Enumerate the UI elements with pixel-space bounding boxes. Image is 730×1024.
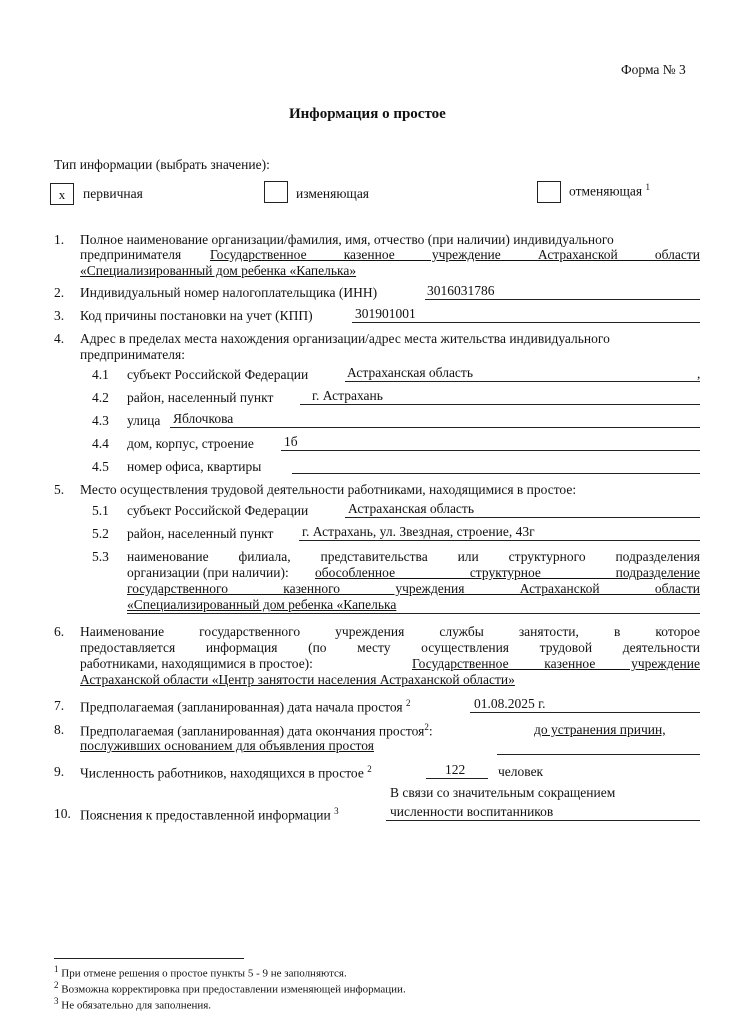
item-number: 6. bbox=[54, 624, 65, 639]
item-number: 5. bbox=[54, 482, 65, 497]
region-underline bbox=[345, 381, 700, 382]
item-number: 9. bbox=[54, 764, 65, 779]
checkbox-changing[interactable] bbox=[264, 181, 288, 203]
address-heading-cont: предпринимателя: bbox=[80, 347, 185, 362]
inn-value: 3016031786 bbox=[427, 283, 495, 298]
item-1-text: Полное наименование организации/фамилия, имя, отчество (при наличии) индивидуального bbox=[80, 232, 614, 247]
info-type-label: Тип информации (выбрать значение): bbox=[54, 157, 270, 172]
checkbox-primary[interactable]: x bbox=[50, 183, 74, 205]
work-district-value: г. Астрахань, ул. Звездная, строение, 43г bbox=[302, 524, 535, 539]
kpp-value: 301901001 bbox=[355, 306, 416, 321]
sub-number: 4.4 bbox=[92, 436, 109, 451]
office-label: номер офиса, квартиры bbox=[127, 459, 262, 474]
sub-number: 4.5 bbox=[92, 459, 109, 474]
work-region-underline bbox=[345, 517, 700, 518]
house-value: 1б bbox=[284, 434, 298, 449]
item-number: 3. bbox=[54, 308, 65, 323]
work-region-value: Астраханская область bbox=[348, 501, 474, 516]
organization-name-cont: «Специализированный дом ребенка «Капелька» bbox=[80, 263, 357, 278]
employment-service-value-cont: Астраханской области «Центр занятости населения Астраханской области» bbox=[80, 672, 515, 687]
start-date-value: 01.08.2025 г. bbox=[474, 696, 546, 711]
sub-number: 4.1 bbox=[92, 367, 109, 382]
option-cancelling-label: отменяющая $^1$ bbox=[569, 182, 650, 199]
footnote-2: $^2$ Возможна корректировка при предоставлении изменяющей информации. bbox=[54, 980, 406, 996]
end-date-underline bbox=[497, 754, 700, 755]
option-changing-label: изменяющая bbox=[296, 186, 370, 201]
branch-label: наименование филиала, представительства или структурного подразделения bbox=[127, 549, 700, 564]
branch-value: обособленное структурное подразделение bbox=[315, 565, 700, 580]
notes-label: Пояснения к предоставленной информации $^3$ bbox=[80, 806, 339, 823]
item-1-label: предпринимателя bbox=[80, 247, 182, 262]
item-number: 4. bbox=[54, 331, 65, 346]
page-title: Информация о простое bbox=[289, 106, 446, 122]
district-label: район, населенный пункт bbox=[127, 390, 274, 405]
sub-number: 4.2 bbox=[92, 390, 109, 405]
street-underline bbox=[170, 427, 700, 428]
branch-value-cont: государственного казенного учреждения Астраханской области bbox=[127, 581, 700, 596]
work-region-label: субъект Российской Федерации bbox=[127, 503, 309, 518]
end-date-value: до устранения причин, bbox=[534, 722, 666, 737]
street-label: улица bbox=[127, 413, 161, 428]
headcount-label: Численность работников, находящихся в простое $^2$ bbox=[80, 764, 372, 781]
headcount-value: 122 bbox=[445, 762, 466, 777]
sub-number: 5.3 bbox=[92, 549, 109, 564]
item-number: 8. bbox=[54, 722, 65, 737]
end-date-label: Предполагаемая (запланированная) дата окончания простоя$^2$: bbox=[80, 722, 433, 739]
notes-value: В связи со значительным сокращением bbox=[390, 785, 616, 800]
notes-value-cont: численности воспитанников bbox=[390, 804, 554, 819]
work-district-label: район, населенный пункт bbox=[127, 526, 274, 541]
employment-service-label: Наименование государственного учреждения службы занятости, в которое bbox=[80, 624, 700, 639]
region-value: Астраханская область bbox=[347, 365, 473, 380]
option-primary-label: первичная bbox=[83, 186, 143, 201]
district-underline bbox=[300, 404, 700, 405]
item-number: 7. bbox=[54, 698, 65, 713]
footnote-separator bbox=[54, 958, 244, 959]
employment-service-value: Государственное казенное учреждение bbox=[412, 656, 700, 671]
street-value: Яблочкова bbox=[173, 411, 234, 426]
sub-number: 5.2 bbox=[92, 526, 109, 541]
item-number: 2. bbox=[54, 285, 65, 300]
kpp-underline bbox=[352, 322, 700, 323]
kpp-label: Код причины постановки на учет (КПП) bbox=[80, 308, 313, 323]
organization-name: Государственное казенное учреждение Астраханской области bbox=[210, 247, 700, 262]
region-comma: , bbox=[697, 366, 701, 381]
house-label: дом, корпус, строение bbox=[127, 436, 254, 451]
item-number: 1. bbox=[54, 232, 65, 247]
address-heading: Адрес в пределах места нахождения организации/адрес места жительства индивидуального bbox=[80, 331, 610, 346]
sub-number: 4.3 bbox=[92, 413, 109, 428]
work-district-underline bbox=[299, 540, 700, 541]
headcount-underline bbox=[426, 778, 488, 779]
footnote-1: $^1$ При отмене решения о простое пункты 5 - 9 не заполняются. bbox=[54, 964, 347, 980]
footnote-3: $^3$ Не обязательно для заполнения. bbox=[54, 996, 212, 1012]
form-number: Форма № 3 bbox=[621, 62, 686, 77]
start-date-label: Предполагаемая (запланированная) дата начала простоя $^2$ bbox=[80, 698, 411, 715]
headcount-unit: человек bbox=[498, 764, 544, 779]
inn-underline bbox=[425, 299, 700, 300]
inn-label: Индивидуальный номер налогоплательщика (ИНН) bbox=[80, 285, 378, 300]
employment-service-label-cont: предоставляется информация (по месту осуществления трудовой деятельности bbox=[80, 640, 700, 655]
district-value: г. Астрахань bbox=[312, 388, 383, 403]
region-label: субъект Российской Федерации bbox=[127, 367, 309, 382]
start-date-underline bbox=[470, 712, 700, 713]
branch-value-end: «Специализированный дом ребенка «Капелька bbox=[127, 597, 397, 612]
employment-service-label-end: работниками, находящимися в простое): bbox=[80, 656, 313, 671]
branch-underline bbox=[127, 613, 700, 614]
office-underline bbox=[292, 473, 700, 474]
notes-underline bbox=[386, 820, 700, 821]
house-underline bbox=[281, 450, 700, 451]
end-date-value-cont: послуживших основанием для объявления простоя bbox=[80, 738, 374, 753]
branch-label-cont: организации (при наличии): bbox=[127, 565, 289, 580]
work-place-heading: Место осуществления трудовой деятельности работниками, находящимися в простое: bbox=[80, 482, 577, 497]
item-number: 10. bbox=[54, 806, 71, 821]
checkbox-cancelling[interactable] bbox=[537, 181, 561, 203]
sub-number: 5.1 bbox=[92, 503, 109, 518]
